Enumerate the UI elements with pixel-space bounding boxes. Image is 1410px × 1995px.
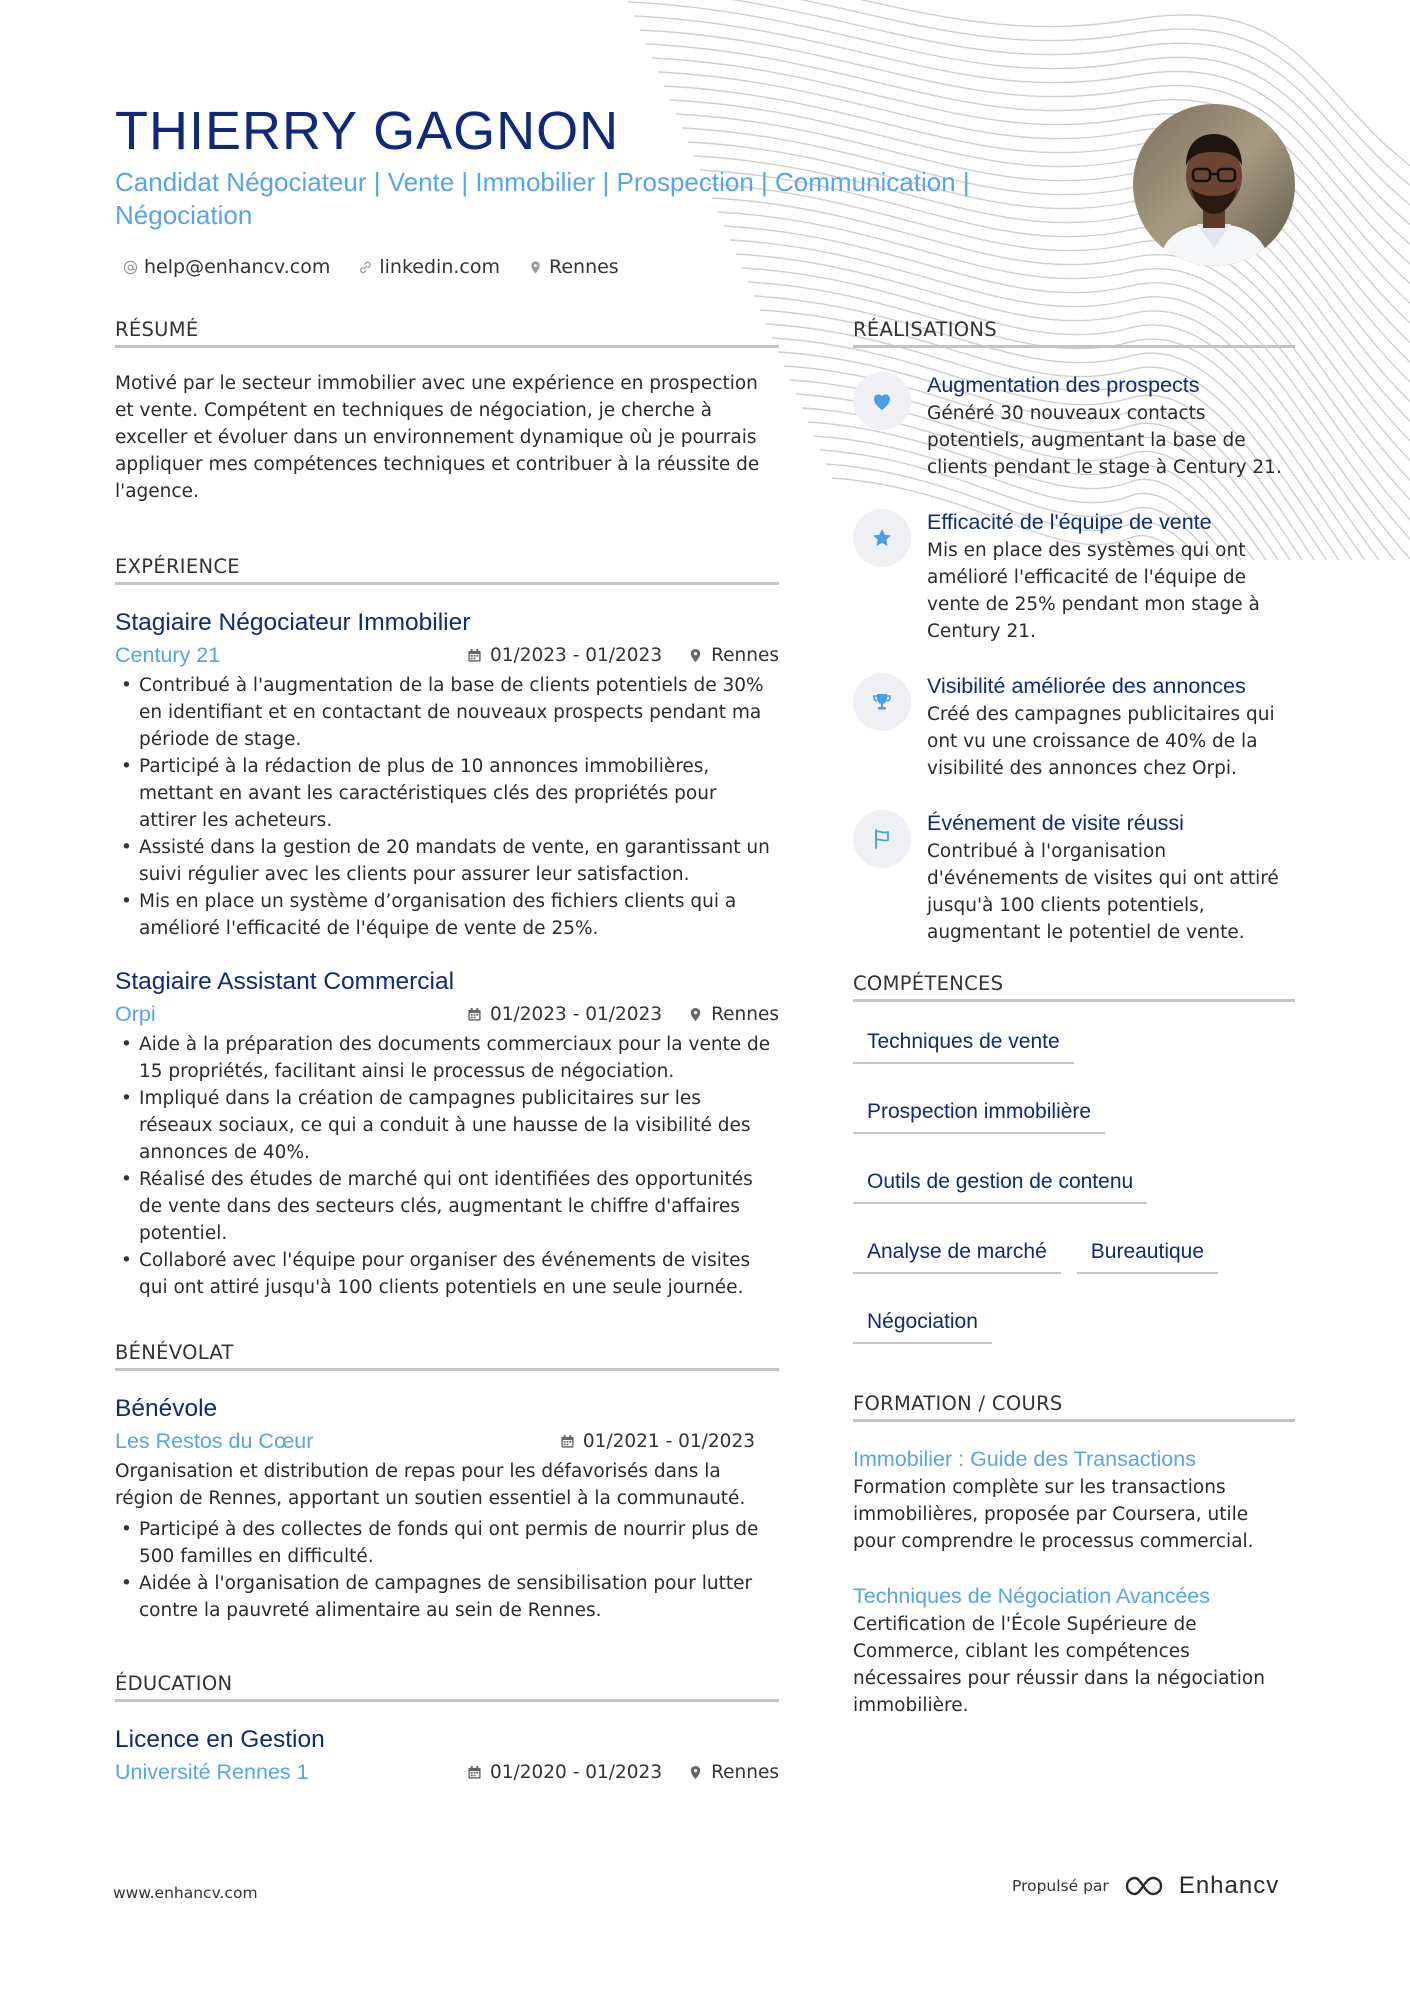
brand-name: Enhancv: [1178, 1872, 1280, 1899]
brand-logo[interactable]: [1123, 1872, 1279, 1900]
volunteer-description: Organisation et distribution de repas pour les défavorisés dans la région de Rennes, apportant un soutien essentiel à la communauté.: [115, 1461, 746, 1509]
education-location: [688, 1762, 779, 1783]
company-name: Orpi: [115, 1002, 156, 1026]
achievement-title: Événement de visite réussi: [927, 811, 1184, 835]
footer-website[interactable]: www.enhancv.com: [113, 1884, 258, 1902]
volunteer-dates-text: 01/2021 - 01/2023: [582, 1431, 755, 1452]
job-dates-text: 01/2023 - 01/2023: [489, 645, 663, 666]
skills-section: [853, 972, 1295, 1344]
achievement-item: [853, 507, 1295, 645]
skill-tag: Analyse de marché: [853, 1232, 1061, 1274]
job-title: Stagiaire Assistant Commercial: [115, 968, 455, 995]
experience-entry: [115, 966, 779, 1301]
courses-heading: FORMATION / COURS: [853, 1392, 1295, 1422]
education-dates-text: 01/2020 - 01/2023: [489, 1762, 663, 1783]
education-dates: [467, 1762, 662, 1783]
achievement-item: [853, 370, 1295, 481]
achievement-icon-wrap: [853, 509, 911, 567]
resume-heading: RÉSUMÉ: [115, 318, 779, 348]
achievement-item: [853, 808, 1295, 946]
achievement-title: Visibilité améliorée des annonces: [927, 674, 1246, 698]
skill-tag: Prospection immobilière: [853, 1092, 1105, 1134]
profile-photo: [1133, 104, 1295, 266]
bullet-item: • Impliqué dans la création de campagnes publicitaires sur les réseaux sociaux, ce qui a conduit à une hausse de la visibilité des annonces de 40%.: [115, 1085, 779, 1166]
resume-header: [115, 100, 1015, 278]
job-meta: [115, 643, 779, 668]
course-item: [853, 1444, 1295, 1555]
achievement-item: [853, 671, 1295, 782]
job-title: Stagiaire Négociateur Immobilier: [115, 609, 471, 636]
flag-icon: [870, 827, 894, 851]
skill-tag: Techniques de vente: [853, 1022, 1074, 1064]
achievement-title: Augmentation des prospects: [927, 373, 1200, 397]
skill-tag: Bureautique: [1077, 1232, 1218, 1274]
star-icon: [870, 526, 894, 550]
course-desc: Formation complète sur les transactions immobilières, proposée par Coursera, utile pour comprendre le processus commercial.: [853, 1477, 1254, 1552]
education-heading: ÉDUCATION: [115, 1672, 779, 1702]
job-meta: [115, 1002, 779, 1027]
education-meta: [115, 1760, 779, 1785]
candidate-name: THIERRY GAGNON: [115, 101, 620, 161]
achievement-icon-wrap: [853, 810, 911, 868]
location-pin-icon: [688, 648, 703, 663]
powered-by-text: Propulsé par: [1012, 1877, 1109, 1895]
skills-list: [853, 1022, 1295, 1344]
calendar-icon: [467, 1007, 482, 1022]
job-dates: [467, 1004, 662, 1025]
course-title: Immobilier : Guide des Transactions: [853, 1447, 1196, 1471]
achievements-heading: RÉALISATIONS: [853, 318, 1295, 348]
link-icon: [358, 260, 373, 275]
resume-text: Motivé par le secteur immobilier avec une expérience en prospection et vente. Compétent en techniques de négociation, je cherche à exceller et évoluer dans un environnement dynamique où je pourrais appliquer mes compétences techniques et contribuer à la réussite de l'agence.: [115, 373, 760, 502]
contact-list: [123, 256, 1015, 278]
bullet-item: • Participé à des collectes de fonds qui ont permis de nourrir plus de 500 familles en difficulté.: [115, 1516, 779, 1570]
job-location: [688, 645, 779, 666]
bullet-item: • Aide à la préparation des documents commerciaux pour la vente de 15 propriétés, facilitant ainsi le processus de négociation.: [115, 1031, 779, 1085]
calendar-icon: [467, 1765, 482, 1780]
volunteer-bullets: [115, 1516, 779, 1624]
achievement-desc: Généré 30 nouveaux contacts potentiels, augmentant la base de clients pendant le stage à Century 21.: [927, 403, 1282, 478]
enhancv-logo-icon: [1123, 1874, 1169, 1898]
calendar-icon: [560, 1434, 575, 1449]
achievement-desc: Créé des campagnes publicitaires qui ont vu une croissance de 40% de la visibilité des annonces chez Orpi.: [927, 704, 1275, 779]
trophy-icon: [870, 690, 894, 714]
left-column: [115, 318, 779, 1785]
footer-branding: [1012, 1872, 1279, 1900]
contact-email[interactable]: [123, 256, 330, 278]
course-title: Techniques de Négociation Avancées: [853, 1584, 1210, 1608]
experience-section: [115, 555, 779, 1301]
job-location-text: Rennes: [711, 1004, 779, 1025]
job-meta-right: [467, 1004, 779, 1025]
location-pin-icon: [688, 1765, 703, 1780]
calendar-icon: [467, 648, 482, 663]
bullet-item: • Participé à la rédaction de plus de 10 annonces immobilières, mettant en avant les caractéristiques clés des propriétés pour attirer les acheteurs.: [115, 753, 779, 834]
achievement-icon-wrap: [853, 372, 911, 430]
degree-title: Licence en Gestion: [115, 1726, 325, 1753]
courses-section: [853, 1392, 1295, 1719]
volunteer-meta: [115, 1429, 755, 1454]
achievements-section: [853, 318, 1295, 946]
job-dates: [467, 645, 662, 666]
bullet-item: • Mis en place un système d’organisation des fichiers clients qui a amélioré l'efficacité de l'équipe de vente de 25%.: [115, 888, 779, 942]
skills-heading: COMPÉTENCES: [853, 972, 1295, 1002]
education-location-text: Rennes: [711, 1762, 779, 1783]
volunteer-dates: [560, 1431, 755, 1452]
job-location-text: Rennes: [711, 645, 779, 666]
skill-tag: Négociation: [853, 1302, 992, 1344]
company-name: Century 21: [115, 643, 221, 667]
job-bullets: [115, 672, 779, 942]
job-location: [688, 1004, 779, 1025]
contact-email-text: help@enhancv.com: [144, 256, 331, 278]
contact-location-text: Rennes: [549, 256, 619, 278]
contact-location: [528, 256, 619, 278]
skill-tag: Outils de gestion de contenu: [853, 1162, 1147, 1204]
achievement-desc: Contribué à l'organisation d'événements de visites qui ont attiré jusqu'à 100 clients potentiels, augmentant le potentiel de vente.: [927, 841, 1279, 943]
education-section: [115, 1672, 779, 1785]
volunteer-title: Bénévole: [115, 1395, 218, 1422]
bullet-item: • Réalisé des études de marché qui ont identifiées des opportunités de vente dans des secteurs clés, augmentant le chiffre d'affaires potentiel.: [115, 1166, 779, 1247]
resume-section: [115, 318, 779, 505]
bullet-item: • Contribué à l'augmentation de la base de clients potentiels de 30% en identifiant et en contactant de nouveaux prospects pendant ma période de stage.: [115, 672, 779, 753]
school-name: Université Rennes 1: [115, 1760, 309, 1784]
right-column: [853, 318, 1295, 1745]
location-pin-icon: [528, 260, 543, 275]
achievement-title: Efficacité de l'équipe de vente: [927, 510, 1212, 534]
job-dates-text: 01/2023 - 01/2023: [489, 1004, 663, 1025]
bullet-item: • Aidée à l'organisation de campagnes de sensibilisation pour lutter contre la pauvreté alimentaire au sein de Rennes.: [115, 1570, 779, 1624]
contact-linkedin-text: linkedin.com: [379, 256, 500, 278]
candidate-title: Candidat Négociateur | Vente | Immobilier | Prospection | Communication | Négociation: [115, 167, 970, 230]
job-bullets: [115, 1031, 779, 1301]
bullet-item: • Collaboré avec l'équipe pour organiser des événements de visites qui ont attiré jusqu'à 100 clients potentiels en une seule journée.: [115, 1247, 779, 1301]
job-meta-right: [467, 645, 779, 666]
achievement-icon-wrap: [853, 673, 911, 731]
contact-linkedin[interactable]: [358, 256, 500, 278]
course-item: [853, 1581, 1295, 1719]
bullet-item: • Assisté dans la gestion de 20 mandats de vente, en garantissant un suivi régulier avec les clients pour assurer leur satisfaction.: [115, 834, 779, 888]
at-icon: [123, 260, 138, 275]
volunteer-heading: BÉNÉVOLAT: [115, 1341, 779, 1371]
location-pin-icon: [688, 1007, 703, 1022]
achievement-desc: Mis en place des systèmes qui ont amélioré l'efficacité de l'équipe de vente de 25% pendant mon stage à Century 21.: [927, 540, 1260, 642]
volunteer-org: Les Restos du Cœur: [115, 1429, 314, 1453]
volunteer-section: [115, 1341, 759, 1624]
course-desc: Certification de l'École Supérieure de Commerce, ciblant les compétences nécessaires pour réussir dans la négociation immobilière.: [853, 1614, 1265, 1716]
education-meta-right: [467, 1762, 779, 1783]
experience-heading: EXPÉRIENCE: [115, 555, 779, 585]
heart-icon: [870, 389, 894, 413]
experience-entry: [115, 607, 779, 942]
